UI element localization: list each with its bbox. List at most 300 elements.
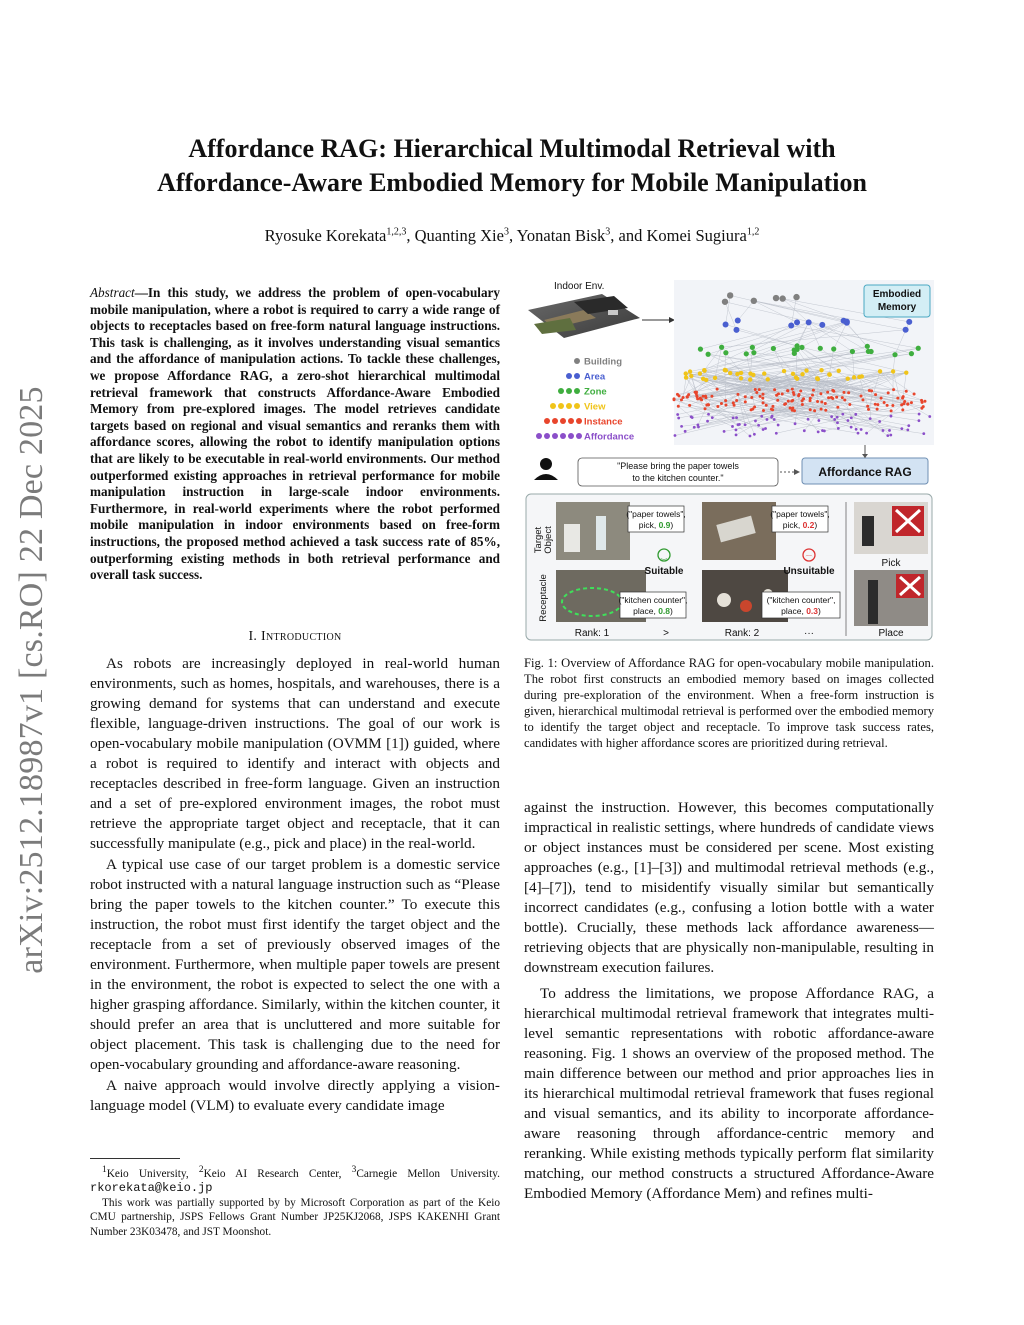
memory-node	[748, 371, 752, 375]
embodied-memory-label: Embodied	[872, 289, 922, 300]
memory-node	[673, 397, 676, 400]
memory-node	[795, 347, 800, 352]
paragraph: A typical use case of our target problem is a domestic service robot instructed with a natural language instruction such as “Please bring the paper towels to the kitchen counter.” To execute this instruction, the robot must first identify the target object and the receptacle from a set of previously observed images of the environment. Furthermore, when multiple paper towels are present in the environment, the robot is expected to select the one with a higher grasping affordance. Similarly, within the kitchen counter, it should prefer an area that is uncluttered and more suitable for object placement. This task is challenging due to the need for open-vocabulary grounding and affordance-aware reasoning.	[90, 856, 500, 1073]
svg-text:place, 0.3): place, 0.3)	[781, 606, 821, 616]
memory-node	[677, 417, 680, 420]
memory-node	[870, 389, 873, 392]
author: Quanting Xie$^3$,	[414, 226, 517, 245]
legend-label: Area	[584, 371, 606, 383]
memory-node	[771, 346, 776, 351]
memory-node	[759, 395, 762, 398]
memory-node	[878, 369, 882, 373]
memory-node	[688, 404, 691, 407]
legend-node	[558, 388, 564, 394]
legend-node	[536, 433, 542, 439]
memory-node	[735, 372, 739, 376]
author: Komei Sugiura$^{1,2}$	[646, 226, 760, 245]
tag-pick-good: ("paper towels",	[626, 509, 686, 519]
memory-node	[906, 428, 909, 431]
memory-node	[886, 404, 889, 407]
memory-node	[928, 415, 931, 418]
memory-node	[762, 371, 766, 375]
memory-node	[777, 424, 780, 427]
indoor-env-label: Indoor Env.	[554, 281, 605, 292]
memory-node	[786, 389, 789, 392]
memory-node	[854, 413, 857, 416]
memory-node	[913, 393, 916, 396]
memory-node	[836, 406, 839, 409]
memory-node	[835, 396, 838, 399]
memory-node	[711, 416, 714, 419]
memory-node	[918, 413, 921, 416]
memory-node	[724, 399, 727, 402]
row-label-target: Target	[533, 526, 544, 554]
memory-node	[836, 421, 839, 424]
memory-node	[698, 347, 703, 352]
legend-node	[566, 373, 572, 379]
memory-node	[765, 404, 768, 407]
memory-node	[801, 399, 804, 402]
memory-node	[902, 402, 905, 405]
paragraph: To address the limitations, we propose Affordance RAG, a hierarchical multimodal retrieval framework that integrates multi-level semantic representations with robotic affordance-aware reasoning. Fig. 1 shows an overview of the proposed method. The main difference between our method and prior approaches lies in its hierarchical multimodal retrieval framework that fuses regional and visual semantics, and its ability to incorporate affordance-aware reasoning through affordance-centric memory and reranking. While existing methods typically perform flat similarity matching, our method constructs a structured Affordance-Aware Embodied Memory (Affordance Mem) and refines multi-	[524, 985, 934, 1202]
row-label-receptacle: Receptacle	[538, 574, 549, 622]
memory-node	[818, 346, 823, 351]
memory-node	[906, 403, 909, 406]
memory-node	[694, 391, 697, 394]
memory-node	[775, 432, 778, 435]
memory-node	[698, 371, 702, 375]
memory-node	[842, 391, 845, 394]
memory-node	[744, 351, 749, 356]
figure-1	[524, 280, 934, 642]
memory-node	[855, 428, 858, 431]
memory-node	[806, 319, 812, 325]
memory-node	[755, 391, 758, 394]
memory-node	[860, 374, 864, 378]
memory-node	[833, 418, 836, 421]
memory-node	[773, 295, 779, 301]
memory-node	[819, 368, 823, 372]
memory-node	[812, 389, 815, 392]
memory-node	[801, 403, 804, 406]
memory-node	[771, 405, 774, 408]
memory-node	[744, 400, 747, 403]
memory-node	[762, 393, 765, 396]
footnote-rule	[90, 1158, 180, 1159]
memory-node	[807, 418, 810, 421]
svg-text:‿: ‿	[661, 552, 667, 560]
memory-node	[866, 405, 869, 408]
instruction-text: "Please bring the paper towels	[617, 461, 739, 471]
memory-node	[676, 413, 679, 416]
memory-node	[869, 417, 872, 420]
memory-node	[732, 416, 735, 419]
memory-node	[761, 397, 764, 400]
paper-title	[110, 132, 914, 200]
memory-node	[847, 391, 850, 394]
svg-text:Object: Object	[543, 526, 554, 554]
section-heading-introduction: I. Introduction	[248, 629, 342, 644]
memory-node	[736, 393, 739, 396]
memory-node	[841, 396, 844, 399]
memory-node	[762, 409, 765, 412]
memory-node	[836, 416, 839, 419]
memory-node	[891, 404, 894, 407]
memory-node	[918, 419, 921, 422]
memory-node	[773, 388, 776, 391]
tag-place-bad: ("kitchen counter",	[766, 595, 836, 605]
memory-node	[850, 349, 855, 354]
memory-node	[880, 397, 883, 400]
memory-node	[800, 372, 804, 376]
memory-node	[820, 408, 823, 411]
svg-text:pick, 0.9): pick, 0.9)	[638, 520, 674, 530]
memory-node	[674, 434, 677, 437]
memory-node	[750, 345, 755, 350]
memory-node	[803, 429, 806, 432]
memory-node	[794, 375, 798, 379]
memory-node	[910, 401, 913, 404]
memory-node	[720, 402, 723, 405]
memory-node	[684, 371, 688, 375]
rank-dots: ···	[804, 628, 814, 639]
memory-node	[735, 428, 738, 431]
memory-node	[789, 407, 792, 410]
memory-node	[890, 415, 893, 418]
memory-node	[791, 407, 794, 410]
legend-label: Instance	[584, 416, 623, 428]
memory-node	[788, 323, 794, 329]
legend-label: Zone	[584, 386, 607, 398]
legend-label: View	[584, 401, 606, 413]
affordance-rag-label: Affordance RAG	[818, 465, 912, 479]
legend-node	[558, 403, 564, 409]
legend-node	[574, 403, 580, 409]
memory-node	[762, 401, 765, 404]
memory-node	[723, 321, 729, 327]
memory-node	[906, 319, 912, 325]
caption-text: Overview of Affordance RAG for open-vocabulary mobile manipulation. The robot first constructs an embodied memory based on images collected during pre-exploration of the environment. When a free-form instruction is given, hierarchical multimodal retrieval is performed over the embodied memory to identify the target object and receptacle. To improve task success rates, candidates with higher affordance scores are prioritized during retrieval.	[524, 656, 934, 750]
memory-node	[793, 409, 796, 412]
legend-node	[560, 433, 566, 439]
memory-node	[748, 377, 752, 381]
suitable-label: Suitable	[644, 566, 684, 577]
memory-node	[677, 405, 680, 408]
memory-node	[701, 377, 705, 381]
memory-node	[824, 409, 827, 412]
memory-node	[758, 388, 761, 391]
memory-node	[739, 371, 743, 375]
memory-node	[799, 345, 804, 350]
legend-label: Affordance	[584, 431, 635, 443]
memory-node	[770, 416, 773, 419]
memory-node	[732, 401, 735, 404]
memory-node	[760, 415, 763, 418]
memory-node	[779, 295, 785, 301]
legend-node	[552, 418, 558, 424]
memory-node	[770, 408, 773, 411]
memory-node	[696, 397, 699, 400]
memory-node	[723, 430, 726, 433]
memory-node	[820, 400, 823, 403]
memory-node	[813, 409, 816, 412]
arxiv-id-text: arXiv:2512.18987v1 [cs.RO] 22 Dec 2025	[13, 385, 50, 974]
memory-node	[878, 420, 881, 423]
memory-node	[727, 292, 733, 298]
legend-node	[544, 433, 550, 439]
memory-node	[710, 395, 713, 398]
memory-node	[874, 403, 877, 406]
memory-node	[764, 427, 767, 430]
memory-node	[890, 409, 893, 412]
memory-node	[892, 352, 897, 357]
arxiv-sidebar-id	[10, 372, 54, 987]
legend-node	[568, 418, 574, 424]
abstract-label: Abstract	[90, 285, 135, 300]
memory-node	[816, 400, 819, 403]
memory-node	[809, 399, 812, 402]
memory-node	[697, 426, 700, 429]
svg-text:pick, 0.2): pick, 0.2)	[782, 520, 818, 530]
legend-node	[568, 433, 574, 439]
memory-node	[824, 402, 827, 405]
memory-node	[916, 346, 921, 351]
legend-node	[560, 418, 566, 424]
memory-node	[737, 423, 740, 426]
memory-node	[791, 388, 794, 391]
memory-node	[689, 374, 693, 378]
memory-node	[751, 350, 756, 355]
memory-node	[793, 294, 799, 300]
memory-node	[735, 433, 738, 436]
memory-node	[707, 413, 710, 416]
memory-node	[891, 369, 895, 373]
memory-node	[680, 425, 683, 428]
memory-node	[792, 393, 795, 396]
memory-node	[735, 399, 738, 402]
rank-2-label: Rank: 2	[724, 628, 760, 639]
memory-node	[804, 368, 808, 372]
memory-node	[706, 420, 709, 423]
memory-node	[791, 372, 795, 376]
memory-node	[922, 432, 925, 435]
memory-node	[922, 405, 925, 408]
rank-gt: >	[663, 628, 669, 639]
memory-node	[909, 351, 914, 356]
memory-node	[690, 415, 693, 418]
memory-node	[861, 398, 864, 401]
memory-node	[852, 375, 856, 379]
title-line-1: Affordance RAG: Hierarchical Multimodal Retrieval with	[188, 134, 836, 163]
memory-node	[735, 318, 741, 324]
legend-node	[574, 373, 580, 379]
memory-node	[831, 397, 834, 400]
memory-node	[791, 399, 794, 402]
memory-node	[831, 346, 836, 351]
memory-node	[723, 350, 728, 355]
memory-node	[783, 403, 786, 406]
memory-node	[782, 369, 786, 373]
memory-node	[724, 404, 727, 407]
memory-node	[843, 398, 846, 401]
footnotes	[90, 1163, 500, 1239]
memory-node	[837, 427, 840, 430]
memory-node	[702, 395, 705, 398]
svg-text:to the kitchen counter.": to the kitchen counter."	[632, 473, 724, 483]
memory-node	[781, 392, 784, 395]
memory-node	[876, 408, 879, 411]
memory-node	[817, 431, 820, 434]
memory-node	[860, 428, 863, 431]
memory-node	[841, 413, 844, 416]
author: Yonatan Bisk$^3$, and	[516, 226, 647, 245]
memory-node	[751, 298, 757, 304]
memory-node	[850, 416, 853, 419]
memory-node	[830, 415, 833, 418]
memory-node	[735, 416, 738, 419]
memory-node	[887, 391, 890, 394]
memory-node	[846, 376, 850, 380]
memory-node	[867, 408, 870, 411]
svg-text:Memory: Memory	[877, 302, 917, 313]
legend-node	[576, 433, 582, 439]
legend-node	[566, 388, 572, 394]
tag-place-good: ("kitchen counter",	[618, 595, 688, 605]
memory-node	[773, 418, 776, 421]
memory-node	[797, 394, 800, 397]
memory-node	[794, 319, 800, 325]
memory-node	[866, 349, 871, 354]
intro-left-column	[90, 654, 500, 1116]
memory-node	[886, 434, 889, 437]
memory-node	[731, 425, 734, 428]
affiliations-footnote: $^1$Keio University, $^2$Keio AI Research Center, $^3$Carnegie Mellon University. rkorekata@keio.jp	[90, 1165, 500, 1196]
memory-node	[750, 408, 753, 411]
figure-1-caption	[524, 655, 934, 751]
place-label: Place	[878, 628, 904, 639]
memory-node	[826, 391, 829, 394]
memory-node	[754, 420, 757, 423]
memory-node	[702, 368, 706, 372]
memory-node	[827, 372, 831, 376]
title-line-2: Affordance-Aware Embodied Memory for Mobile Manipulation	[157, 168, 867, 197]
memory-node	[811, 394, 814, 397]
rank-1-label: Rank: 1	[574, 628, 610, 639]
memory-node	[901, 408, 904, 411]
pick-label: Pick	[881, 558, 901, 569]
memory-node	[876, 403, 879, 406]
caption-label: Fig. 1:	[524, 656, 558, 670]
memory-node	[722, 299, 728, 305]
memory-node	[676, 393, 679, 396]
memory-node	[757, 424, 760, 427]
memory-node	[739, 376, 743, 380]
memory-node	[749, 435, 752, 438]
memory-node	[883, 401, 886, 404]
memory-node	[848, 403, 851, 406]
memory-node	[680, 398, 683, 401]
legend-node	[552, 433, 558, 439]
memory-node	[707, 403, 710, 406]
memory-node	[766, 418, 769, 421]
memory-node	[889, 434, 892, 437]
paragraph: against the instruction. However, this becomes computationally impractical in realistic settings, where hundreds of candidate views or object instances must be considered per scene. Most existing approaches (e.g., [1]–[3]) and multimodal retrieval methods (e.g., [4]–[7]), tend to misidentify visually similar but semantically incorrect candidates (e.g., confusing a lotion bottle with a water bottle). Crucially, these methods lack affordance awareness—retrieving objects that are physically non-manipulable, resulting in downstream execution failures.	[524, 799, 934, 976]
intro-right-column	[524, 798, 934, 1204]
memory-node	[766, 377, 770, 381]
memory-node	[827, 396, 830, 399]
memory-node	[874, 393, 877, 396]
memory-node	[888, 429, 891, 432]
memory-node	[744, 423, 747, 426]
memory-node	[821, 429, 824, 432]
email-link[interactable]: rkorekata@keio.jp	[90, 1181, 213, 1196]
memory-node	[837, 369, 841, 373]
memory-node	[753, 405, 756, 408]
memory-node	[809, 408, 812, 411]
memory-node	[904, 370, 908, 374]
memory-node	[794, 422, 797, 425]
memory-node	[704, 407, 707, 410]
legend-node	[576, 418, 582, 424]
memory-node	[799, 390, 802, 393]
memory-node	[733, 327, 739, 333]
memory-node	[684, 430, 687, 433]
svg-text:place, 0.8): place, 0.8)	[633, 606, 673, 616]
memory-node	[762, 428, 765, 431]
author: Ryosuke Korekata$^{1,2,3}$,	[264, 226, 415, 245]
memory-node	[744, 395, 747, 398]
memory-node	[892, 388, 895, 391]
memory-node	[923, 400, 926, 403]
unsuitable-label: Unsuitable	[783, 566, 835, 577]
funding-footnote: This work was partially supported by by Microsoft Corporation as part of the Keio CMU partnership, JSPS Fellows Grant Number JP25KJ2068, JSPS KAKENHI Grant Number 23K03478, and JST Moonshot.	[90, 1196, 500, 1238]
memory-node	[699, 397, 702, 400]
memory-node	[907, 424, 910, 427]
memory-node	[921, 401, 924, 404]
author-list	[110, 226, 914, 246]
memory-node	[753, 433, 756, 436]
abstract-text: In this study, we address the problem of open-vocabulary mobile manipulation, where a robot is required to carry a wide range of objects to receptacles based on free-form natural language instructions. This task is challenging, as it involves understanding visual semantics and the affordance of manipulation actions. To tackle these challenges, we propose Affordance RAG, a zero-shot hierarchical multimodal retrieval framework that constructs Affordance-Aware Embodied Memory from pre-explored images. The model retrieves candidate targets based on regional and visual semantics and reranks them with affordance scores, allowing the robot to identify manipulation options that are likely to be executable in real-world environments. Our method outperformed existing approaches in retrieval performance for mobile manipulation instruction in large-scale indoor environments. Furthermore, in real-world experiments where the robot performed mobile manipulation in indoor environments based on free-form instructions, the proposed method achieved a task success rate of 85%, outperforming existing methods in both retrieval performance and overall task success.	[90, 285, 500, 583]
memory-node	[706, 352, 711, 357]
memory-node	[750, 396, 753, 399]
memory-node	[728, 371, 732, 375]
memory-node	[819, 322, 825, 328]
memory-node	[846, 419, 849, 422]
memory-node	[882, 429, 885, 432]
legend-label: Building	[584, 356, 622, 368]
legend-node	[566, 403, 572, 409]
memory-node	[905, 390, 908, 393]
legend-node	[574, 388, 580, 394]
memory-node	[687, 393, 690, 396]
memory-node	[896, 397, 899, 400]
memory-node	[716, 388, 719, 391]
memory-node	[865, 344, 870, 349]
memory-node	[693, 426, 696, 429]
memory-node	[776, 399, 779, 402]
memory-node	[860, 395, 863, 398]
memory-node	[684, 375, 688, 379]
memory-node	[903, 327, 909, 333]
memory-node	[787, 400, 790, 403]
memory-node	[900, 427, 903, 430]
memory-node	[688, 369, 692, 373]
memory-node	[775, 394, 778, 397]
svg-text:⌒: ⌒	[805, 555, 813, 563]
memory-node	[716, 405, 719, 408]
memory-node	[816, 377, 820, 381]
memory-node	[850, 426, 853, 429]
